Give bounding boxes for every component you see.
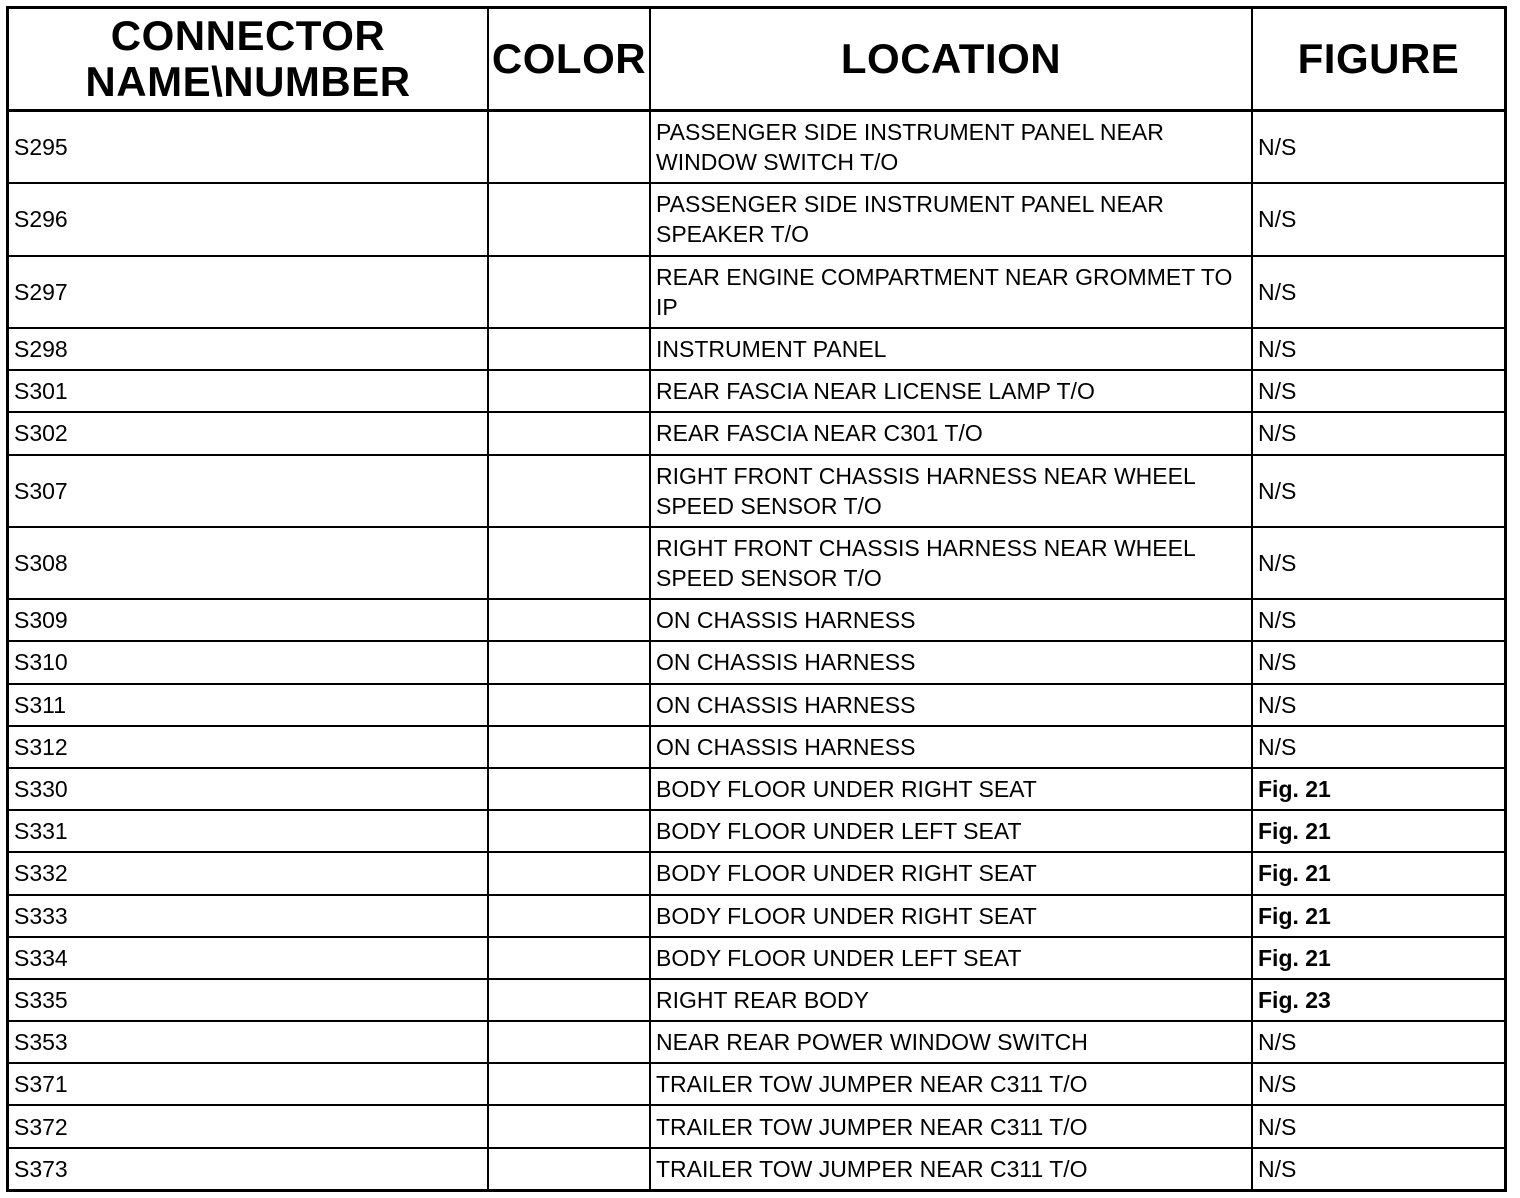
color-cell — [488, 455, 650, 527]
connector-cell: S371 — [9, 1063, 488, 1105]
location-cell: RIGHT FRONT CHASSIS HARNESS NEAR WHEEL SPEED SENSOR T/O — [650, 455, 1252, 527]
color-cell — [488, 979, 650, 1021]
location-cell: ON CHASSIS HARNESS — [650, 599, 1252, 641]
table-row — [9, 895, 1504, 937]
connector-cell: S373 — [9, 1148, 488, 1189]
figure-cell: N/S — [1252, 1148, 1504, 1189]
color-cell — [488, 1021, 650, 1063]
location-cell: BODY FLOOR UNDER RIGHT SEAT — [650, 852, 1252, 894]
figure-cell: Fig. 23 — [1252, 979, 1504, 1021]
location-cell: BODY FLOOR UNDER LEFT SEAT — [650, 937, 1252, 979]
location-cell: PASSENGER SIDE INSTRUMENT PANEL NEAR SPEAKER T/O — [650, 183, 1252, 255]
figure-cell: N/S — [1252, 1021, 1504, 1063]
figure-cell: N/S — [1252, 726, 1504, 768]
location-cell: RIGHT REAR BODY — [650, 979, 1252, 1021]
figure-cell: Fig. 21 — [1252, 810, 1504, 852]
connector-cell: S332 — [9, 852, 488, 894]
figure-cell: N/S — [1252, 256, 1504, 328]
location-cell: REAR ENGINE COMPARTMENT NEAR GROMMET TO IP — [650, 256, 1252, 328]
figure-cell: Fig. 21 — [1252, 937, 1504, 979]
table-row — [9, 1148, 1504, 1189]
figure-cell: N/S — [1252, 328, 1504, 370]
location-cell: RIGHT FRONT CHASSIS HARNESS NEAR WHEEL SPEED SENSOR T/O — [650, 527, 1252, 599]
table-header-row — [9, 9, 1504, 111]
color-cell — [488, 852, 650, 894]
location-cell: TRAILER TOW JUMPER NEAR C311 T/O — [650, 1105, 1252, 1147]
location-cell: INSTRUMENT PANEL — [650, 328, 1252, 370]
connector-cell: S302 — [9, 412, 488, 454]
figure-cell: N/S — [1252, 599, 1504, 641]
table-row — [9, 111, 1504, 184]
figure-cell: N/S — [1252, 1063, 1504, 1105]
figure-cell: N/S — [1252, 455, 1504, 527]
connector-cell: S353 — [9, 1021, 488, 1063]
location-cell: REAR FASCIA NEAR LICENSE LAMP T/O — [650, 370, 1252, 412]
color-cell — [488, 937, 650, 979]
table-row — [9, 852, 1504, 894]
color-cell — [488, 599, 650, 641]
location-cell: PASSENGER SIDE INSTRUMENT PANEL NEAR WINDOW SWITCH T/O — [650, 111, 1252, 184]
color-cell — [488, 641, 650, 683]
color-cell — [488, 183, 650, 255]
table-row — [9, 937, 1504, 979]
color-cell — [488, 527, 650, 599]
color-cell — [488, 370, 650, 412]
connector-cell: S312 — [9, 726, 488, 768]
location-cell: TRAILER TOW JUMPER NEAR C311 T/O — [650, 1063, 1252, 1105]
location-cell: BODY FLOOR UNDER LEFT SEAT — [650, 810, 1252, 852]
color-cell — [488, 768, 650, 810]
table-row — [9, 810, 1504, 852]
color-cell — [488, 111, 650, 184]
header-connector — [9, 9, 488, 111]
table-row — [9, 183, 1504, 255]
header-color: COLOR — [488, 9, 650, 111]
table-row — [9, 979, 1504, 1021]
figure-cell: N/S — [1252, 412, 1504, 454]
table-row — [9, 768, 1504, 810]
table-row — [9, 1021, 1504, 1063]
connector-cell: S307 — [9, 455, 488, 527]
table-row — [9, 527, 1504, 599]
figure-cell: N/S — [1252, 641, 1504, 683]
connector-cell: S301 — [9, 370, 488, 412]
table-row — [9, 1105, 1504, 1147]
table-body — [9, 111, 1504, 1190]
table-row — [9, 328, 1504, 370]
figure-cell: N/S — [1252, 370, 1504, 412]
location-cell: ON CHASSIS HARNESS — [650, 684, 1252, 726]
color-cell — [488, 328, 650, 370]
color-cell — [488, 895, 650, 937]
connector-cell: S311 — [9, 684, 488, 726]
figure-cell: N/S — [1252, 527, 1504, 599]
figure-cell: Fig. 21 — [1252, 852, 1504, 894]
table-row — [9, 1063, 1504, 1105]
figure-cell: N/S — [1252, 183, 1504, 255]
header-connector-line2: NAME\NUMBER — [85, 58, 411, 105]
connector-cell: S309 — [9, 599, 488, 641]
connector-cell: S330 — [9, 768, 488, 810]
color-cell — [488, 1063, 650, 1105]
table-row — [9, 726, 1504, 768]
connector-cell: S298 — [9, 328, 488, 370]
table-row — [9, 684, 1504, 726]
color-cell — [488, 726, 650, 768]
table-row — [9, 256, 1504, 328]
figure-cell: Fig. 21 — [1252, 895, 1504, 937]
location-cell: NEAR REAR POWER WINDOW SWITCH — [650, 1021, 1252, 1063]
color-cell — [488, 810, 650, 852]
header-figure: FIGURE — [1252, 9, 1504, 111]
location-cell: TRAILER TOW JUMPER NEAR C311 T/O — [650, 1148, 1252, 1189]
color-cell — [488, 412, 650, 454]
figure-cell: N/S — [1252, 111, 1504, 184]
table-row — [9, 641, 1504, 683]
connector-cell: S333 — [9, 895, 488, 937]
figure-cell: N/S — [1252, 1105, 1504, 1147]
location-cell: ON CHASSIS HARNESS — [650, 641, 1252, 683]
connector-cell: S297 — [9, 256, 488, 328]
header-location: LOCATION — [650, 9, 1252, 111]
color-cell — [488, 684, 650, 726]
location-cell: REAR FASCIA NEAR C301 T/O — [650, 412, 1252, 454]
connector-cell: S372 — [9, 1105, 488, 1147]
connector-cell: S335 — [9, 979, 488, 1021]
connector-location-table — [9, 9, 1504, 1189]
connector-cell: S331 — [9, 810, 488, 852]
color-cell — [488, 1148, 650, 1189]
table-row — [9, 370, 1504, 412]
figure-cell: N/S — [1252, 684, 1504, 726]
color-cell — [488, 1105, 650, 1147]
color-cell — [488, 256, 650, 328]
connector-cell: S296 — [9, 183, 488, 255]
connector-cell: S334 — [9, 937, 488, 979]
figure-cell: Fig. 21 — [1252, 768, 1504, 810]
connector-cell: S310 — [9, 641, 488, 683]
table-row — [9, 412, 1504, 454]
connector-cell: S308 — [9, 527, 488, 599]
location-cell: BODY FLOOR UNDER RIGHT SEAT — [650, 895, 1252, 937]
header-connector-line1: CONNECTOR — [110, 12, 386, 59]
connector-cell: S295 — [9, 111, 488, 184]
connector-location-table-frame — [6, 6, 1507, 1192]
location-cell: BODY FLOOR UNDER RIGHT SEAT — [650, 768, 1252, 810]
table-row — [9, 599, 1504, 641]
table-row — [9, 455, 1504, 527]
location-cell: ON CHASSIS HARNESS — [650, 726, 1252, 768]
